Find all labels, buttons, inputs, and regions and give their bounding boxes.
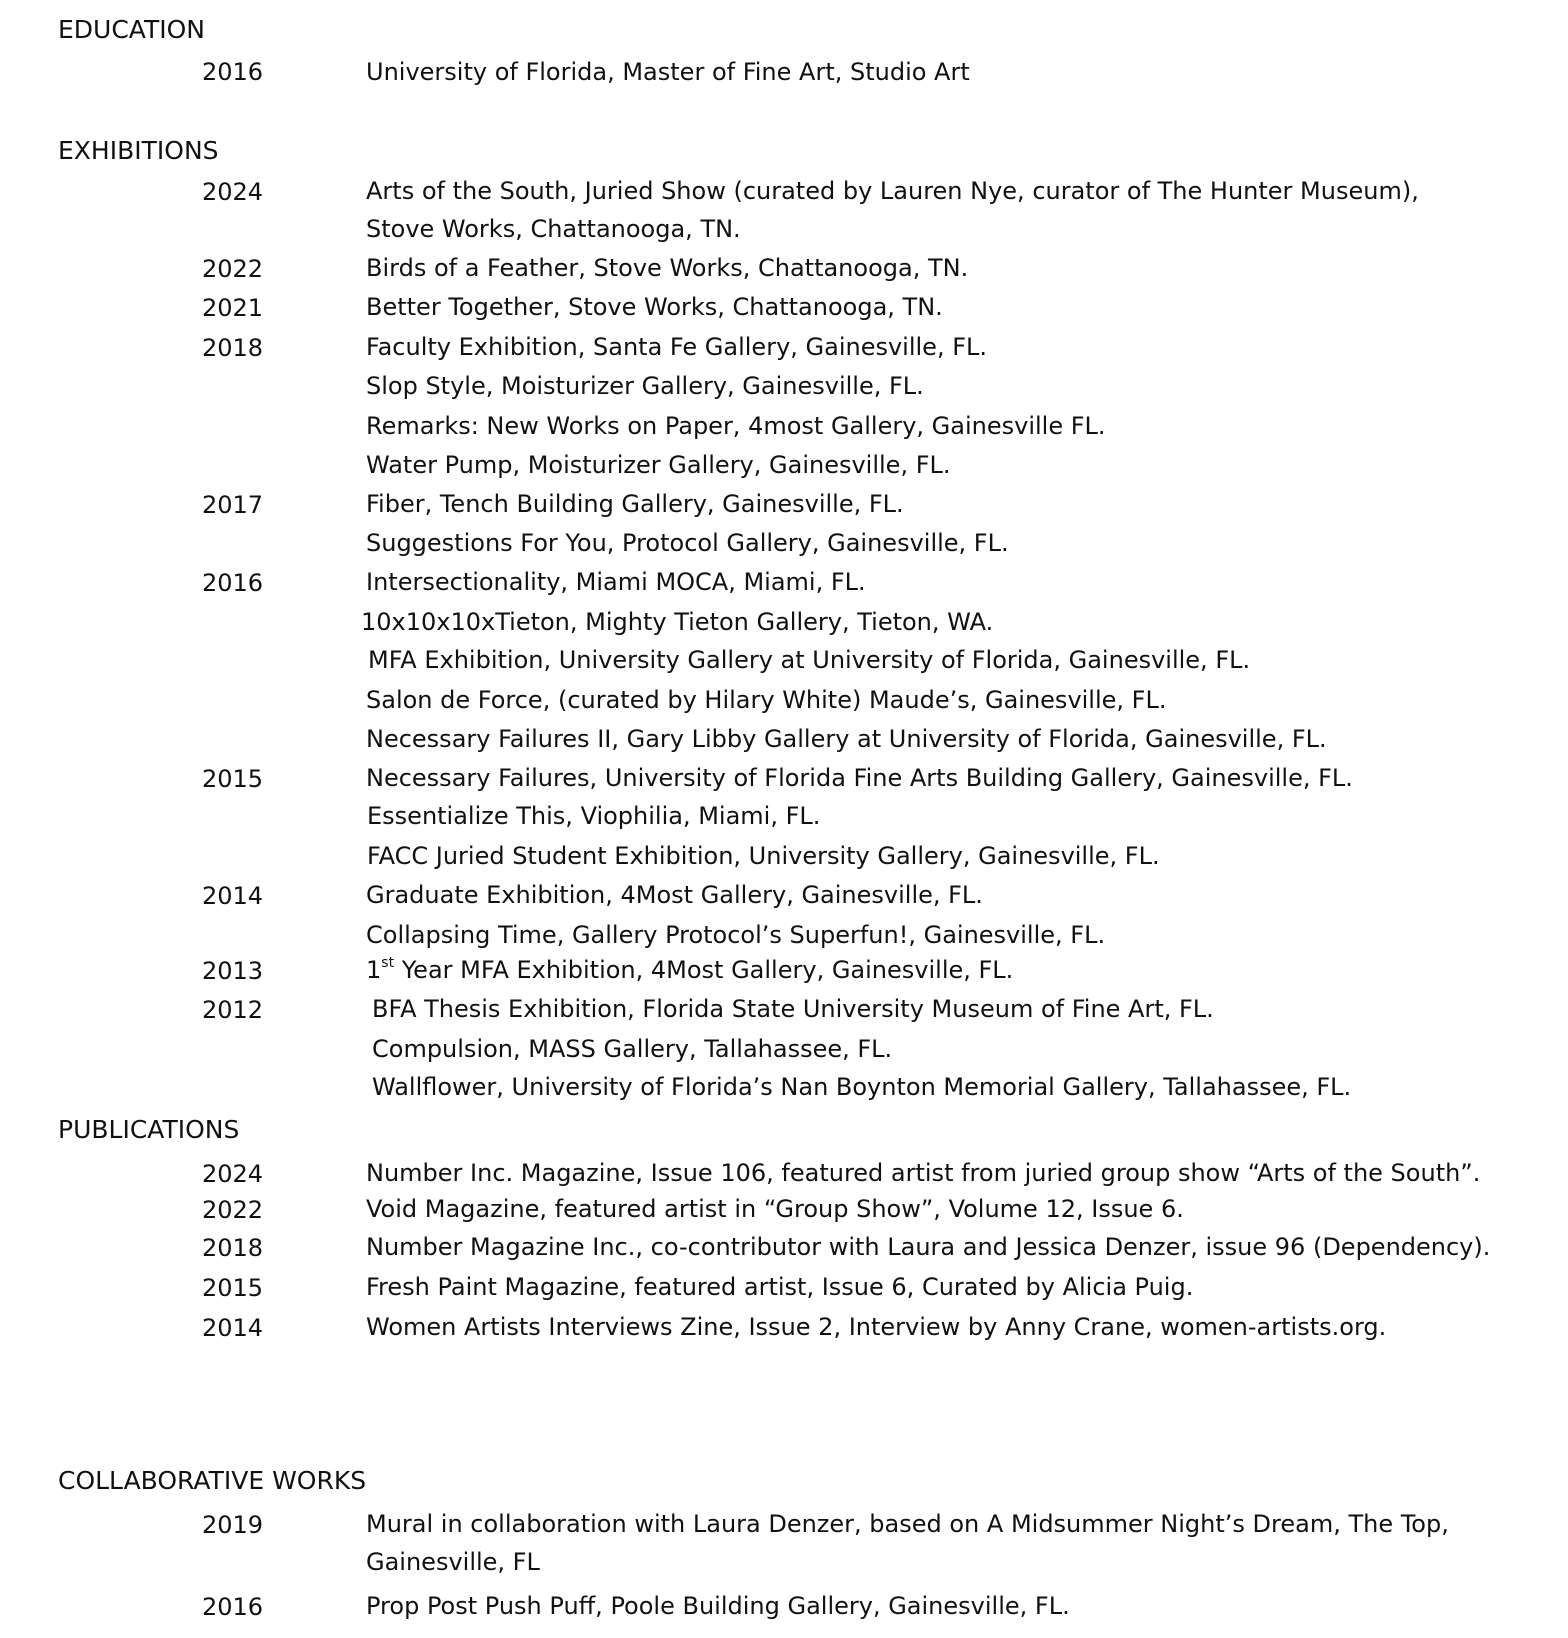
exhibition-entry: Intersectionality, Miami MOCA, Miami, FL. [366, 568, 866, 596]
exhibition-year: 2013 [202, 957, 264, 985]
exhibition-entry: Remarks: New Works on Paper, 4most Gallery, Gainesville FL. [366, 412, 1106, 440]
exhibition-entry: FACC Juried Student Exhibition, University Gallery, Gainesville, FL. [367, 842, 1160, 870]
exhibition-year: 2015 [202, 765, 264, 793]
publication-year: 2014 [202, 1314, 264, 1342]
exhibition-entry: Birds of a Feather, Stove Works, Chattanooga, TN. [366, 254, 969, 282]
exhibition-entry: Water Pump, Moisturizer Gallery, Gainesville, FL. [366, 451, 951, 479]
exhibition-entry: Arts of the South, Juried Show (curated by Lauren Nye, curator of The Hunter Museum), Stove Works, Chattanooga, TN. [366, 177, 1419, 243]
exhibition-entry: 10x10x10xTieton, Mighty Tieton Gallery, Tieton, WA. [361, 608, 994, 636]
exhibition-entry: Faculty Exhibition, Santa Fe Gallery, Gainesville, FL. [366, 333, 988, 361]
exhibition-entry: Wallflower, University of Florida’s Nan Boynton Memorial Gallery, Tallahassee, FL. [372, 1073, 1352, 1101]
collaborative-year: 2019 [202, 1511, 264, 1539]
exhibition-year: 2014 [202, 882, 264, 910]
collaborative-entry: Mural in collaboration with Laura Denzer, based on A Midsummer Night’s Dream, The Top, Gainesville, FL [366, 1510, 1449, 1576]
exhibition-entry: Necessary Failures, University of Florida Fine Arts Building Gallery, Gainesville, FL. [366, 764, 1353, 792]
education-entry: University of Florida, Master of Fine Art, Studio Art [366, 58, 970, 86]
exhibition-year: 2016 [202, 569, 264, 597]
exhibition-entry: Slop Style, Moisturizer Gallery, Gainesville, FL. [366, 372, 924, 400]
publication-entry: Number Magazine Inc., co-contributor with Laura and Jessica Denzer, issue 96 (Dependency). [366, 1233, 1491, 1261]
exhibition-entry-text: Year MFA Exhibition, 4Most Gallery, Gainesville, FL. [394, 956, 1014, 984]
exhibition-year: 2018 [202, 334, 264, 362]
exhibition-entry: Suggestions For You, Protocol Gallery, Gainesville, FL. [366, 529, 1009, 557]
publication-entry: Fresh Paint Magazine, featured artist, Issue 6, Curated by Alicia Puig. [366, 1273, 1194, 1301]
ordinal-number: 1 [366, 956, 382, 984]
exhibitions-heading: EXHIBITIONS [58, 136, 219, 165]
publications-heading: PUBLICATIONS [58, 1115, 240, 1144]
exhibition-entry: Essentialize This, Viophilia, Miami, FL. [367, 802, 821, 830]
exhibition-year: 2024 [202, 178, 264, 206]
publication-year: 2022 [202, 1196, 264, 1224]
exhibition-entry: MFA Exhibition, University Gallery at University of Florida, Gainesville, FL. [368, 646, 1251, 674]
exhibition-year: 2022 [202, 255, 264, 283]
exhibition-year: 2017 [202, 491, 264, 519]
publication-year: 2024 [202, 1160, 264, 1188]
exhibition-entry: Fiber, Tench Building Gallery, Gainesville, FL. [366, 490, 904, 518]
publication-year: 2015 [202, 1274, 264, 1302]
exhibition-entry: Better Together, Stove Works, Chattanooga, TN. [366, 293, 943, 321]
collaborative-entry: Prop Post Push Puff, Poole Building Gallery, Gainesville, FL. [366, 1592, 1070, 1620]
collaborative-heading: COLLABORATIVE WORKS [58, 1466, 367, 1495]
exhibition-entry: Collapsing Time, Gallery Protocol’s Superfun!, Gainesville, FL. [366, 921, 1106, 949]
exhibition-entry: Salon de Force, (curated by Hilary White) Maude’s, Gainesville, FL. [366, 686, 1167, 714]
exhibition-entry: Compulsion, MASS Gallery, Tallahassee, FL. [372, 1035, 893, 1063]
exhibition-entry: BFA Thesis Exhibition, Florida State University Museum of Fine Art, FL. [372, 995, 1214, 1023]
exhibition-entry: Necessary Failures II, Gary Libby Gallery at University of Florida, Gainesville, FL. [366, 725, 1327, 753]
publication-entry: Number Inc. Magazine, Issue 106, featured artist from juried group show “Arts of the South”. [366, 1159, 1481, 1187]
ordinal-suffix: st [381, 955, 395, 971]
collaborative-year: 2016 [202, 1593, 264, 1621]
publication-entry: Women Artists Interviews Zine, Issue 2, Interview by Anny Crane, women-artists.org. [366, 1313, 1387, 1341]
exhibition-entry [366, 951, 1013, 989]
education-year: 2016 [202, 58, 264, 86]
education-heading: EDUCATION [58, 15, 205, 44]
publication-year: 2018 [202, 1234, 264, 1262]
publication-entry: Void Magazine, featured artist in “Group Show”, Volume 12, Issue 6. [366, 1195, 1184, 1223]
exhibition-year: 2021 [202, 294, 264, 322]
exhibition-entry: Graduate Exhibition, 4Most Gallery, Gainesville, FL. [366, 881, 983, 909]
exhibition-year: 2012 [202, 996, 264, 1024]
